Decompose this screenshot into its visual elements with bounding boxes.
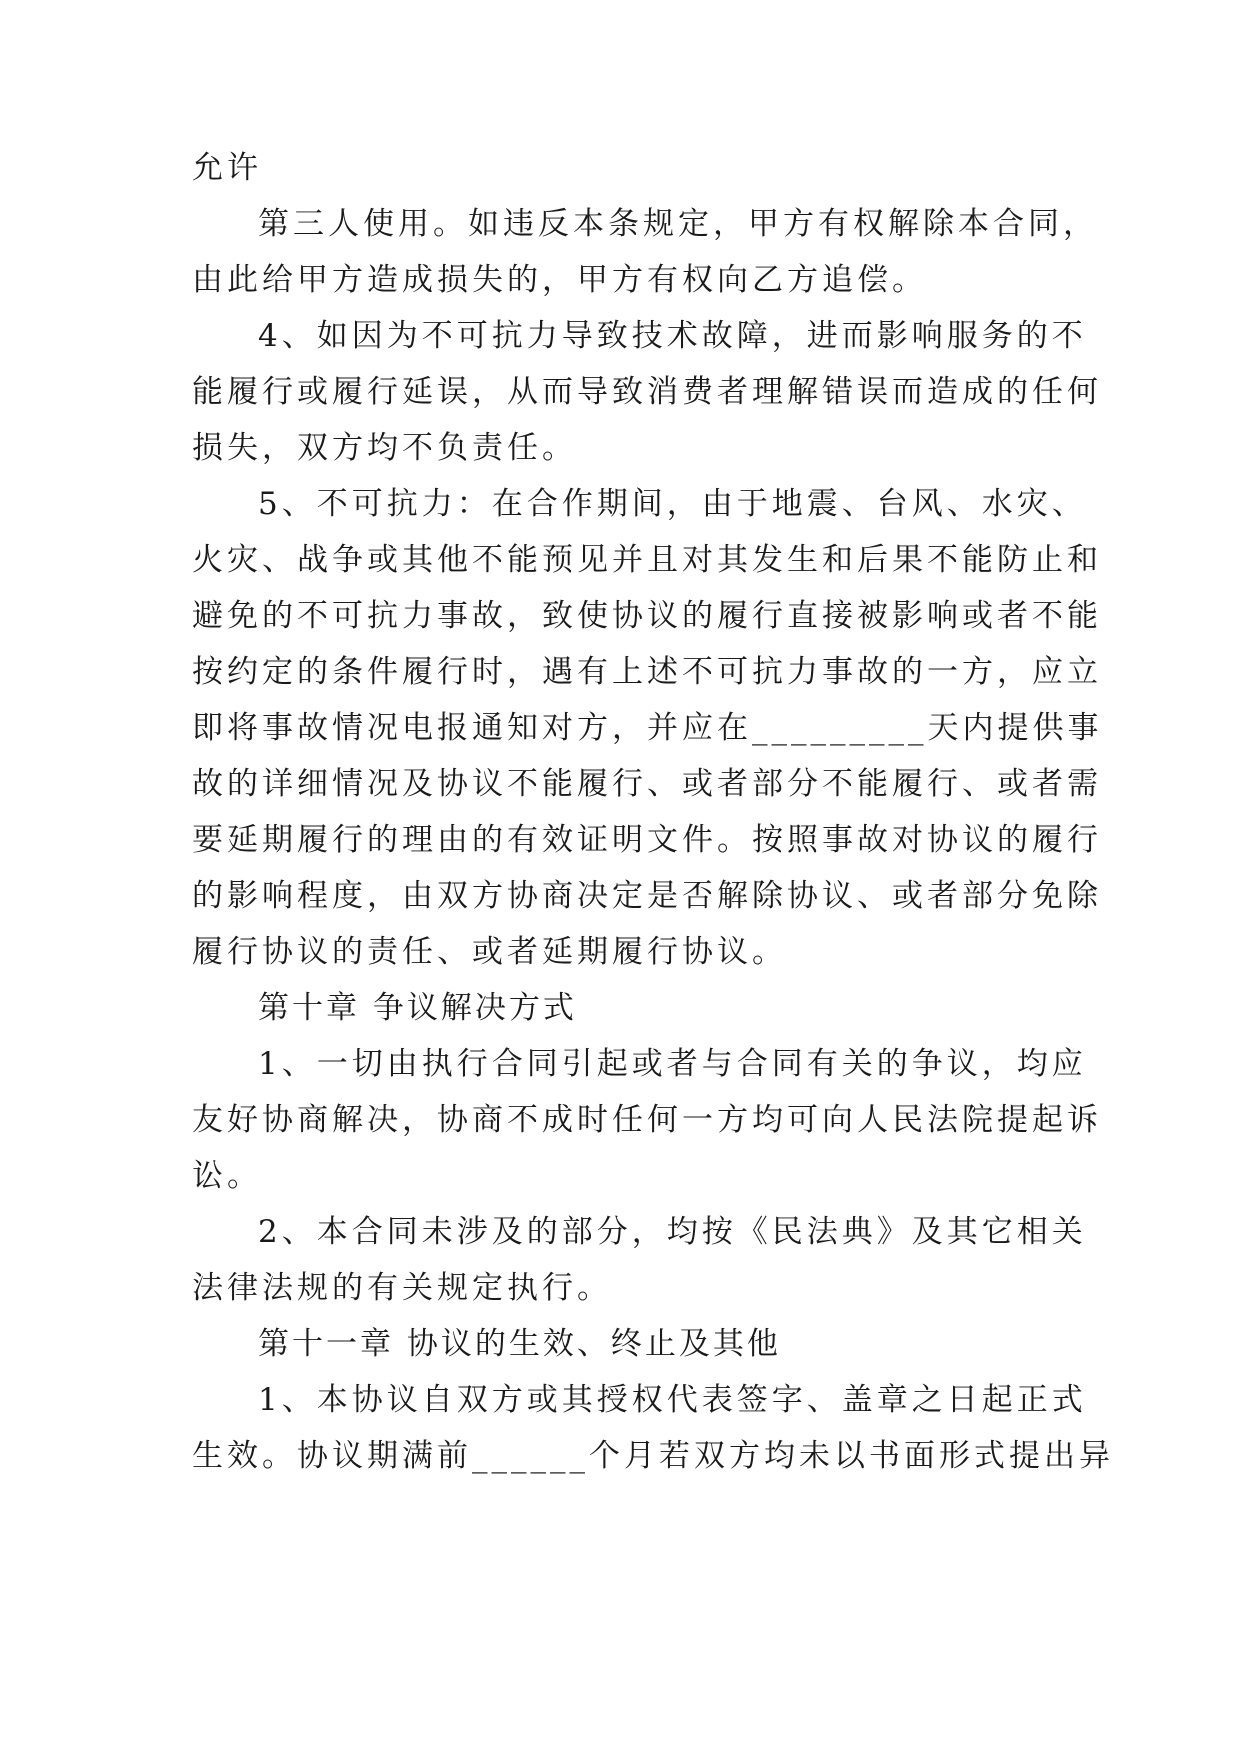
text-line: 4、如因为不可抗力导致技术故障，进而影响服务的不 xyxy=(258,318,1087,354)
text-line: 损失，双方均不负责任。 xyxy=(192,430,577,466)
text-line: 由此给甲方造成损失的，甲方有权向乙方追偿。 xyxy=(192,262,927,298)
text-line: 能履行或履行延误，从而导致消费者理解错误而造成的任何 xyxy=(192,374,1102,410)
text-line: 的影响程度，由双方协商决定是否解除协议、或者部分免除 xyxy=(192,878,1102,914)
text-line: 故的详细情况及协议不能履行、或者部分不能履行、或者需 xyxy=(192,766,1102,802)
text-line: 要延期履行的理由的有效证明文件。按照事故对协议的履行 xyxy=(192,822,1102,858)
text-line: 按约定的条件履行时，遇有上述不可抗力事故的一方，应立 xyxy=(192,654,1102,690)
text-line: 法律法规的有关规定执行。 xyxy=(192,1270,612,1306)
text-line: 避免的不可抗力事故，致使协议的履行直接被影响或者不能 xyxy=(192,598,1102,634)
text-line: 讼。 xyxy=(192,1158,262,1194)
text-line: 5、不可抗力：在合作期间，由于地震、台风、水灾、 xyxy=(258,486,1087,522)
section-heading: 第十章 争议解决方式 xyxy=(258,990,577,1026)
text-line: 2、本合同未涉及的部分，均按《民法典》及其它相关 xyxy=(258,1214,1087,1250)
text-line: 生效。协议期满前______个月若双方均未以书面形式提出异 xyxy=(192,1438,1114,1474)
text-line: 即将事故情况电报通知对方，并应在_________天内提供事 xyxy=(192,710,1103,746)
text-line: 火灾、战争或其他不能预见并且对其发生和后果不能防止和 xyxy=(192,542,1102,578)
section-heading: 第十一章 协议的生效、终止及其他 xyxy=(258,1326,781,1362)
text-line: 第三人使用。如违反本条规定，甲方有权解除本合同， xyxy=(258,206,1098,242)
text-line: 1、本协议自双方或其授权代表签字、盖章之日起正式 xyxy=(258,1382,1087,1418)
text-line: 1、一切由执行合同引起或者与合同有关的争议，均应 xyxy=(258,1046,1087,1082)
text-line: 友好协商解决，协商不成时任何一方均可向人民法院提起诉 xyxy=(192,1102,1102,1138)
text-line: 允许 xyxy=(192,150,262,186)
text-line: 履行协议的责任、或者延期履行协议。 xyxy=(192,934,787,970)
